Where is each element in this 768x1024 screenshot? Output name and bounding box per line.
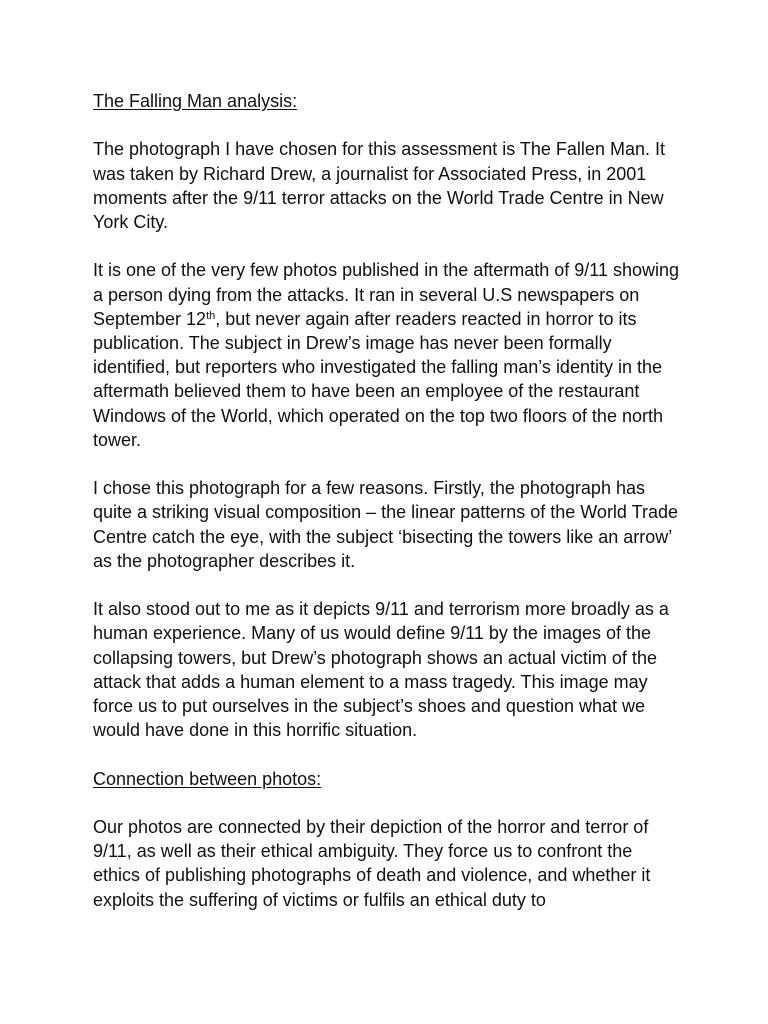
paragraph-gap — [93, 113, 683, 137]
ordinal-suffix: th — [206, 309, 216, 322]
paragraph-reasons: I chose this photograph for a few reasons. Firstly, the photograph has quite a striking visual composition – the linear patterns of the World Trade Centre catch the eye, with the subject ‘bisecting the towers like an arrow’ as the photographer describes it. — [93, 478, 678, 571]
paragraph-gap — [93, 573, 683, 597]
paragraph-gap — [93, 791, 683, 815]
paragraph-gap — [93, 234, 683, 258]
paragraph-gap — [93, 742, 683, 766]
paragraph-connection: Our photos are connected by their depiction of the horror and terror of 9/11, as well as their ethical ambiguity. They force us to confront the ethics of publishing photographs of death and violence, and whether it exploits the suffering of victims or fulfils an ethical duty to — [93, 817, 651, 910]
document-body — [93, 89, 683, 912]
paragraph-publication — [93, 258, 683, 452]
paragraph-publication-text-end: , but never again after readers reacted in horror to its publication. The subject in Drew’s image has never been formally identified, but reporters who investigated the falling man’s identity in the aftermath believed them to have been an employee of the restaurant Windows of the World, which operated on the top two floors of the north tower. — [93, 308, 663, 450]
paragraph-gap — [93, 452, 683, 476]
paragraph-human-experience: It also stood out to me as it depicts 9/11 and terrorism more broadly as a human experience. Many of us would define 9/11 by the images of the collapsing towers, but Drew’s photograph shows an actual victim of the attack that adds a human element to a mass tragedy. This image may force us to put ourselves in the subject’s shoes and question what we would have done in this horrific situation. — [93, 599, 669, 741]
section-heading-connection: Connection between photos: — [93, 768, 322, 789]
paragraph-intro: The photograph I have chosen for this assessment is The Fallen Man. It was taken by Richard Drew, a journalist for Associated Press, in 2001 moments after the 9/11 terror attacks on the World Trade Centre in New York City. — [93, 139, 665, 232]
section-heading-analysis: The Falling Man analysis: — [93, 91, 298, 111]
paragraph-publication-text-start: It is one of the very few photos published in the aftermath of 9/11 showing a person dying from the attacks. It ran in several U.S newspapers on September 12 — [93, 260, 680, 329]
